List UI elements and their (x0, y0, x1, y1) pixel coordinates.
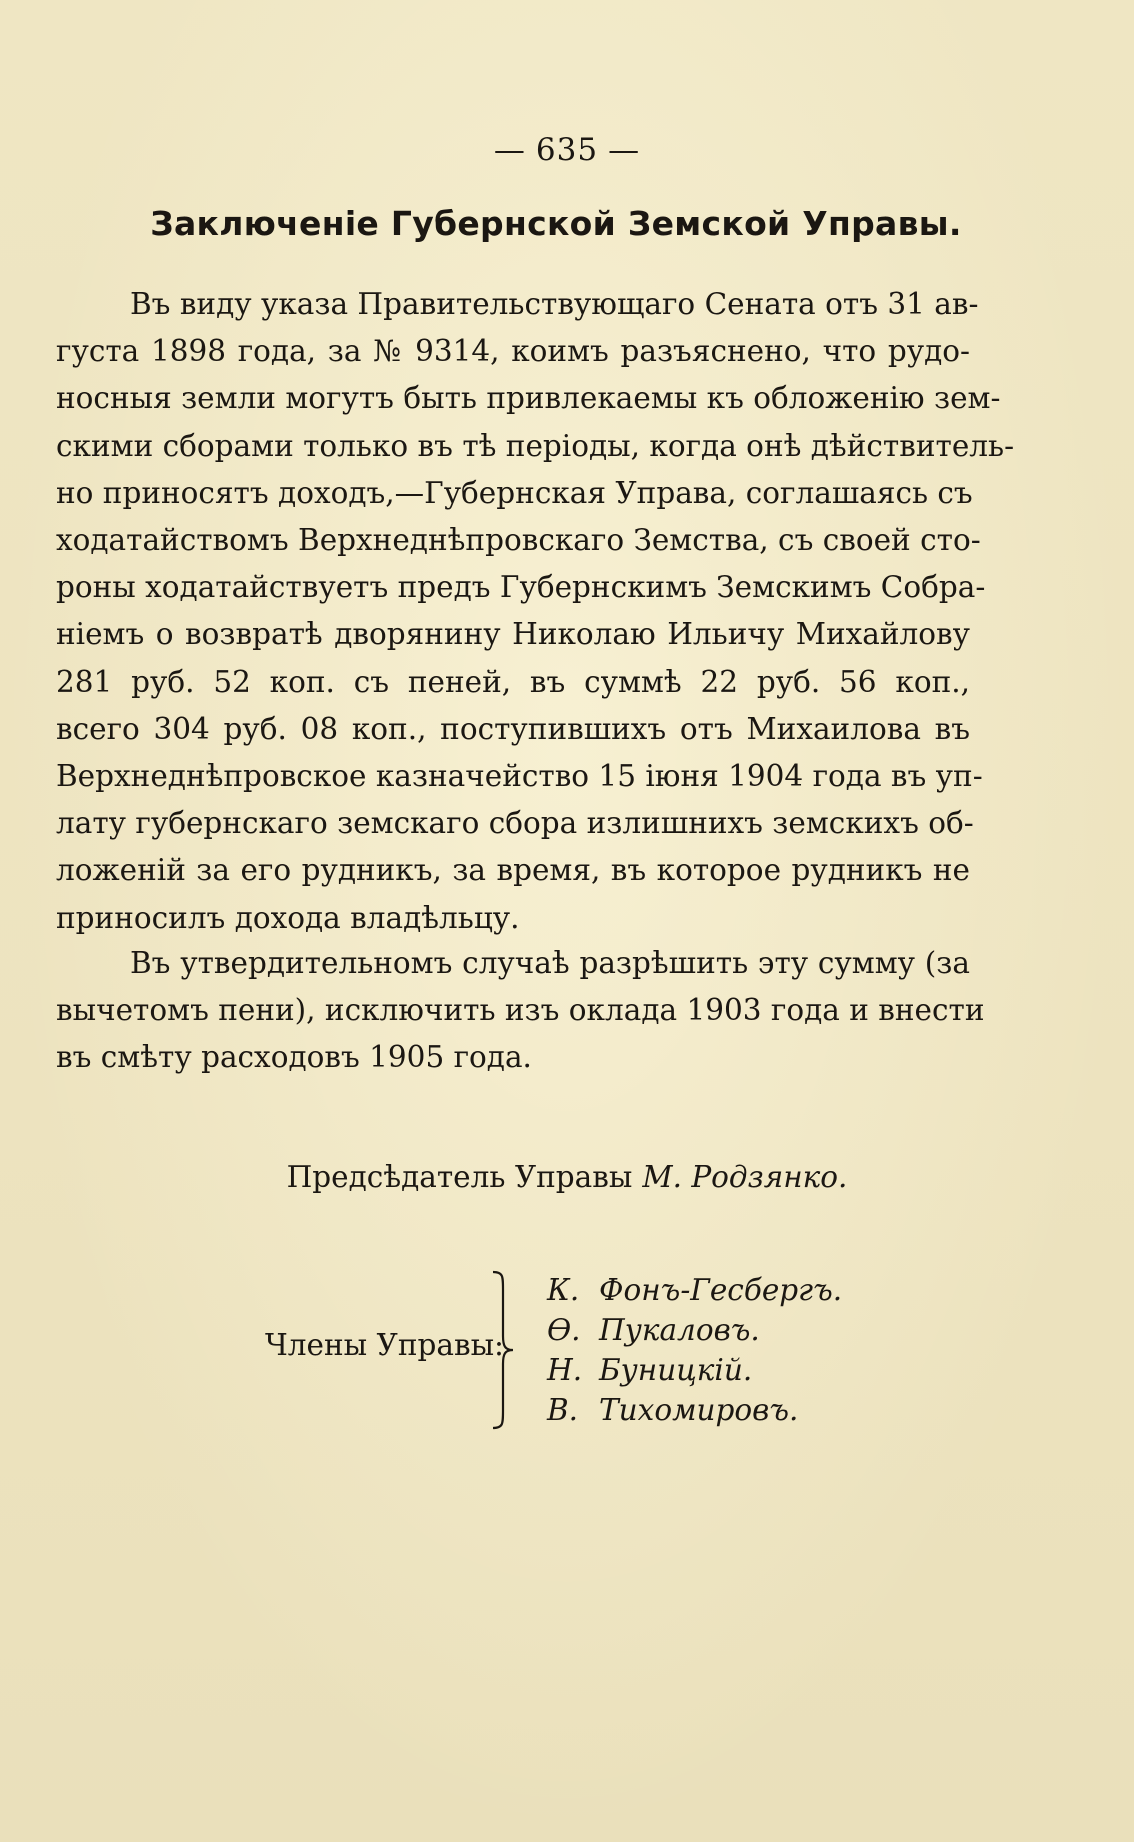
text-line: 281 руб. 52 коп. съ пеней, въ суммѣ 22 руб. 56 коп., (56, 664, 970, 699)
curly-brace-icon (487, 1270, 517, 1430)
text-line: Верхнеднѣпровское казначейство 15 іюня 1904 года въ уп- (56, 759, 983, 794)
text-line: носныя земли могутъ быть привлекаемы къ обложенію зем- (56, 381, 1001, 416)
text-line: ложеній за его рудникъ, за время, въ которое рудникъ не (56, 853, 970, 888)
member-initial: В. (547, 1393, 579, 1427)
text-line: лату губернскаго земскаго сбора излишнихъ земскихъ об- (56, 806, 974, 841)
member-surname: Буницкій. (599, 1353, 753, 1387)
page-number-dash-left: — (493, 132, 526, 168)
member-item (547, 1350, 842, 1390)
member-initial: К. (547, 1273, 580, 1307)
page-number (0, 132, 1134, 168)
text-line: Въ утвердительномъ случаѣ разрѣшить эту сумму (за (130, 946, 970, 980)
text-line: приносилъ дохода владѣльцу. (56, 900, 520, 935)
member-surname: Тихомировъ. (599, 1393, 799, 1427)
document-title: Заключеніе Губернской Земской Управы. (150, 204, 962, 243)
member-initial: Ѳ. (547, 1313, 581, 1347)
text-line: но приносятъ доходъ,—Губернская Управа, соглашаясь съ (56, 475, 973, 510)
member-initial: Н. (547, 1353, 583, 1387)
page-number-dash-right: — (608, 132, 641, 168)
board-members-block (265, 1270, 865, 1430)
text-line: въ смѣту расходовъ 1905 года. (56, 1040, 532, 1075)
chairman-label: Предсѣдатель Управы (286, 1160, 633, 1194)
members-list (547, 1270, 842, 1430)
paragraph-2 (56, 940, 985, 1082)
text-line: Въ виду указа Правительствующаго Сената отъ 31 ав- (130, 287, 979, 321)
member-surname: Фонъ-Гесбергъ. (599, 1273, 843, 1307)
text-line: роны ходатайствуетъ предъ Губернскимъ Земскимъ Собра- (56, 570, 986, 605)
text-line: скими сборами только въ тѣ періоды, когда онѣ дѣйствитель- (56, 428, 1015, 463)
text-line: ходатайствомъ Верхнеднѣпровскаго Земства, съ своей сто- (56, 523, 981, 558)
member-item (547, 1390, 842, 1430)
page-number-value: 635 (535, 132, 599, 168)
chairman-signature (0, 1160, 1134, 1194)
member-surname: Пукаловъ. (599, 1313, 760, 1347)
text-line: густа 1898 года, за № 9314, коимъ разъяснено, что рудо- (56, 334, 970, 369)
members-label: Члены Управы: (265, 1328, 504, 1362)
text-line: ніемъ о возвратѣ дворянину Николаю Ильичу Михайлову (56, 617, 970, 652)
text-line: всего 304 руб. 08 коп., поступившихъ отъ Михаилова въ (56, 711, 970, 746)
text-line: вычетомъ пени), исключить изъ оклада 1903 года и внести (56, 993, 985, 1028)
chairman-name: М. Родзянко. (642, 1160, 848, 1194)
member-item (547, 1310, 842, 1350)
member-item (547, 1270, 842, 1310)
paragraph-1 (56, 281, 1015, 942)
